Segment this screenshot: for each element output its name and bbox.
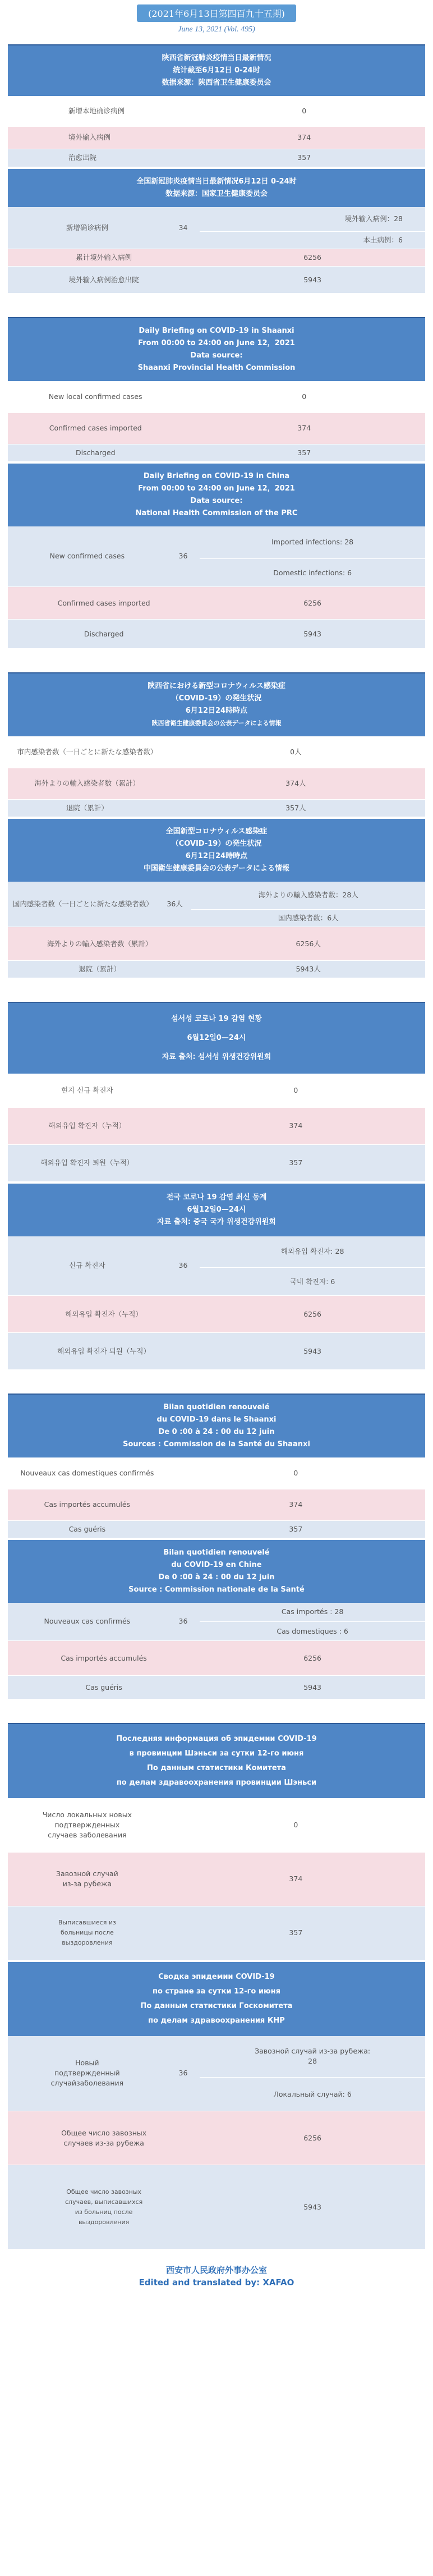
section-chinese (8, 44, 425, 294)
china-header (8, 1960, 425, 2036)
row-value: 374 (183, 126, 425, 149)
section-russian (8, 1723, 425, 2249)
shaanxi-header (8, 1723, 425, 1798)
china-table (8, 2036, 425, 2250)
header-line: 자료 출처: 섬서성 위생건강위원회 (162, 1053, 271, 1061)
table-row (8, 799, 425, 817)
header-line: Последняя информация об эпидемии COVID-19 (116, 1735, 317, 1743)
table-row (8, 1107, 425, 1144)
header-line: Source : Commission nationale de la Santé (128, 1585, 305, 1594)
row-label: 退院（累計） (8, 799, 167, 817)
row-label: Confirmed cases imported (8, 587, 200, 620)
row-value: 5943 (200, 1676, 425, 1699)
row-label: 市内感染者数（一日ごとに新たな感染者数） (8, 736, 167, 768)
header-line: （COVID-19）の発生状況 (171, 839, 262, 848)
table-row (8, 620, 425, 649)
row-label: Confirmed cases imported (8, 412, 183, 444)
row-label: 累计境外输入病例 (8, 249, 200, 267)
table-row (8, 249, 425, 267)
header-line: 数据来源：国家卫生健康委员会 (165, 189, 268, 198)
local-count: Cas domestiques : 6 (200, 1622, 425, 1641)
shaanxi-header (8, 672, 425, 736)
header-line: 陕西省新冠肺炎疫情当日最新情况 (162, 54, 271, 62)
header-line: 6月12日24時時点 (185, 851, 248, 860)
header-line: Bilan quotidien renouvelé (163, 1403, 270, 1411)
row-value: 5943 (200, 267, 425, 294)
header-line: 전국 코로나 19 감염 최신 동계 (166, 1193, 267, 1202)
shaanxi-table (8, 1074, 425, 1182)
table-row (8, 1603, 425, 1622)
row-value: 357 (167, 1906, 425, 1960)
imported-count: 해외유입 확진자: 28 (200, 1236, 425, 1268)
table-row (8, 736, 425, 768)
china-table (8, 1236, 425, 1370)
row-label: 新增本地确诊病例 (8, 96, 183, 126)
row-label: Общее число завозных случаев, выписавшихся из больниц после выздоровления (8, 2165, 200, 2249)
table-row (8, 1236, 425, 1268)
table-row (8, 1676, 425, 1699)
table-row (8, 1296, 425, 1333)
shaanxi-header (8, 317, 425, 381)
table-row (8, 1798, 425, 1852)
table-row (8, 381, 425, 412)
header-line: по стране за сутки 12-го июня (153, 1987, 280, 1996)
row-total: 36人 (158, 882, 192, 927)
header-line: De 0 :00 à 24 : 00 du 12 juin (158, 1428, 275, 1436)
table-row (8, 526, 425, 559)
row-label: 현지 신규 확진자 (8, 1074, 167, 1107)
row-value: 374 (167, 1107, 425, 1144)
row-label: Cas guéris (8, 1676, 200, 1699)
header-line: 자료 출처: 중국 국가 위생건강위원회 (157, 1217, 276, 1226)
row-label: Завозной случай из-за рубежа (8, 1852, 167, 1906)
local-count: 国内感染者数：6人 (191, 910, 425, 927)
table-row (8, 149, 425, 167)
header-line: 6월12일0—24시 (187, 1034, 246, 1042)
row-total: 36 (167, 1236, 200, 1296)
row-label: Nouveaux cas confirmés (8, 1603, 167, 1641)
row-value: 0 (167, 1798, 425, 1852)
china-table (8, 1603, 425, 1700)
row-label: 신규 확진자 (8, 1236, 167, 1296)
table-row (8, 1074, 425, 1107)
header-line: 数据来源：陕西省卫生健康委员会 (162, 79, 271, 87)
header-line: 섬서성 코로나 19 감염 현황 (171, 1015, 262, 1023)
shaanxi-table (8, 96, 425, 167)
header-line: From 00:00 to 24:00 on June 12，2021 (138, 484, 295, 493)
row-value: 6256 (200, 249, 425, 267)
table-row (8, 96, 425, 126)
table-row (8, 1906, 425, 1960)
section-korean (8, 1002, 425, 1370)
header-line: 6月12日24時時点 (185, 707, 248, 715)
table-row (8, 2165, 425, 2249)
china-header (8, 817, 425, 882)
row-total: 34 (167, 207, 200, 249)
row-value: 357 (183, 149, 425, 167)
table-row (8, 412, 425, 444)
table-row (8, 126, 425, 149)
header-line: 全国新冠肺炎疫情当日最新情况6月12日 0-24时 (136, 177, 297, 186)
header-line: du COVID-19 en Chine (171, 1560, 262, 1569)
header-line: Bilan quotidien renouvelé (163, 1548, 270, 1557)
row-label: Discharged (8, 620, 200, 649)
table-row (8, 1333, 425, 1370)
row-label: 境外输入病例治愈出院 (8, 267, 200, 294)
table-row (8, 1641, 425, 1676)
table-row (8, 882, 425, 910)
header-line: 统计截至6月12日 0-24时 (173, 66, 260, 75)
row-value: 357 (183, 444, 425, 461)
footer (8, 2264, 425, 2289)
shaanxi-table (8, 381, 425, 462)
page (8, 0, 425, 2289)
row-label: Cas importés accumulés (8, 1489, 167, 1520)
shaanxi-table (8, 1798, 425, 1960)
row-label: New local confirmed cases (8, 381, 183, 412)
row-total: 36 (167, 2036, 200, 2111)
row-value: 6256 (200, 1296, 425, 1333)
row-value: 6256 (200, 2111, 425, 2165)
table-row (8, 1489, 425, 1520)
section-english (8, 317, 425, 649)
row-label: 国内感染者数（一日ごとに新たな感染者数） (8, 882, 158, 927)
china-header (8, 1538, 425, 1603)
row-label: Cas importés accumulés (8, 1641, 200, 1676)
china-table (8, 207, 425, 294)
table-row (8, 1144, 425, 1181)
table-row (8, 2111, 425, 2165)
row-label: 新增确诊病例 (8, 207, 167, 249)
row-total: 36 (167, 1603, 200, 1641)
header-line: From 00:00 to 24:00 on June 12，2021 (138, 339, 295, 347)
table-row (8, 1457, 425, 1489)
local-count: Domestic infections: 6 (200, 559, 425, 587)
row-label: Discharged (8, 444, 183, 461)
row-value: 0 (167, 1074, 425, 1107)
header-line: Data source: (190, 351, 243, 360)
row-value: 5943人 (191, 961, 425, 978)
china-table (8, 526, 425, 649)
row-label: Nouveaux cas domestiques confirmés (8, 1457, 167, 1489)
china-table (8, 882, 425, 979)
row-value: 5943 (200, 620, 425, 649)
row-value: 357 (167, 1520, 425, 1538)
local-count: 국내 확진자: 6 (200, 1268, 425, 1296)
imported-count: Cas importés : 28 (200, 1603, 425, 1622)
row-label: 해외유입 확진자（누적） (8, 1296, 200, 1333)
table-row (8, 768, 425, 799)
header-line: Daily Briefing on COVID-19 in China (143, 471, 290, 480)
shaanxi-table (8, 736, 425, 817)
row-value: 0 (167, 1457, 425, 1489)
row-label: Новый подтвержденный случайзаболевания (8, 2036, 167, 2111)
header-line: （COVID-19）の発生状況 (171, 694, 262, 703)
row-value: 6256人 (191, 927, 425, 961)
table-row (8, 1852, 425, 1906)
header-line: По данным статистики Комитета (147, 1764, 286, 1772)
header-line: National Health Commission of the PRC (135, 508, 298, 517)
row-value: 374 (167, 1852, 425, 1906)
table-row (8, 444, 425, 461)
imported-count: Imported infections: 28 (200, 526, 425, 559)
header-line: Сводка эпидемии COVID-19 (158, 1972, 275, 1981)
row-value: 5943 (200, 1333, 425, 1370)
header-line: Daily Briefing on COVID-19 in Shaanxi (139, 327, 294, 335)
china-header (8, 167, 425, 207)
row-value: 0 (183, 96, 425, 126)
header-line: в провинции Шэньси за сутки 12-го июня (129, 1749, 304, 1758)
table-row (8, 927, 425, 961)
header-line: 6월12일0—24시 (187, 1205, 246, 1214)
section-japanese (8, 672, 425, 978)
row-label: Число локальных новых подтвержденных случаев заболевания (8, 1798, 167, 1852)
row-label: 해외유입 확진자（누적） (8, 1107, 167, 1144)
row-label: 境外输入病例 (8, 126, 183, 149)
row-value: 5943 (200, 2165, 425, 2249)
issue-banner (8, 0, 425, 34)
section-french (8, 1394, 425, 1699)
issue-label: (2021年6月13日第四百九十五期) (137, 4, 296, 22)
header-line: по делам здравоохранения провинции Шэньси (116, 1779, 317, 1787)
row-total: 36 (167, 526, 200, 587)
china-header (8, 1182, 425, 1236)
header-line: De 0 :00 à 24 : 00 du 12 juin (158, 1573, 275, 1582)
shaanxi-header (8, 1394, 425, 1457)
footer-office: 西安市人民政府外事办公室 (165, 2265, 267, 2275)
header-line: 陝西省における新型コロナウィルス感染症 (148, 682, 285, 690)
local-count: 本土病例：6 (200, 232, 425, 249)
imported-count: 境外输入病例：28 (200, 207, 425, 232)
header-line: По данным статистики Госкомитета (140, 2001, 293, 2010)
header-line: 全国新型コロナウィルス感染症 (165, 827, 268, 836)
imported-count: 海外よりの輸入感染者数：28人 (191, 882, 425, 910)
table-row (8, 587, 425, 620)
row-label: 海外よりの輸入感染者数（累計） (8, 927, 191, 961)
row-value: 374 (183, 412, 425, 444)
header-line: по делам здравоохранения КНР (148, 2016, 285, 2025)
shaanxi-table (8, 1457, 425, 1538)
shaanxi-header (8, 44, 425, 96)
header-line: Shaanxi Provincial Health Commission (137, 364, 296, 372)
table-row (8, 961, 425, 978)
table-row (8, 207, 425, 232)
row-value: 357 (167, 1144, 425, 1181)
row-label: 海外よりの輸入感染者数（累計） (8, 768, 167, 799)
header-line: 陝西省衛生健康委員会の公表データによる情報 (151, 719, 282, 727)
header-line: Sources : Commission de la Santé du Shaanxi (123, 1440, 310, 1449)
row-label: 해외유입 확진자 퇴원（누적） (8, 1333, 200, 1370)
footer-credit: Edited and translated by: XAFAO (139, 2277, 294, 2288)
row-label: Cas guéris (8, 1520, 167, 1538)
header-line: Data source: (190, 496, 243, 505)
row-value: 0 (183, 381, 425, 412)
header-line: du COVID-19 dans le Shaanxi (156, 1415, 277, 1424)
row-label: 退院（累計） (8, 961, 191, 978)
row-value: 6256 (200, 587, 425, 620)
row-label: Выписавшиеся из больницы после выздоровления (8, 1906, 167, 1960)
row-value: 357人 (167, 799, 425, 817)
row-value: 6256 (200, 1641, 425, 1676)
row-label: 해외유입 확진자 퇴원（누적） (8, 1144, 167, 1181)
row-label: New confirmed cases (8, 526, 167, 587)
table-row (8, 2036, 425, 2078)
row-label: Общее число завозных случаев из-за рубежа (8, 2111, 200, 2165)
local-count: Локальный случай: 6 (200, 2078, 425, 2111)
table-row (8, 1520, 425, 1538)
row-value: 0人 (167, 736, 425, 768)
china-header (8, 462, 425, 526)
imported-count: Завозной случай из-за рубежа: 28 (200, 2036, 425, 2078)
shaanxi-header (8, 1002, 425, 1074)
row-value: 374 (167, 1489, 425, 1520)
header-line: 中国衛生健康委員会の公表データによる情報 (143, 864, 289, 873)
table-row (8, 267, 425, 294)
row-value: 374人 (167, 768, 425, 799)
issue-date: June 13, 2021 (Vol. 495) (178, 25, 255, 34)
row-label: 治愈出院 (8, 149, 183, 167)
